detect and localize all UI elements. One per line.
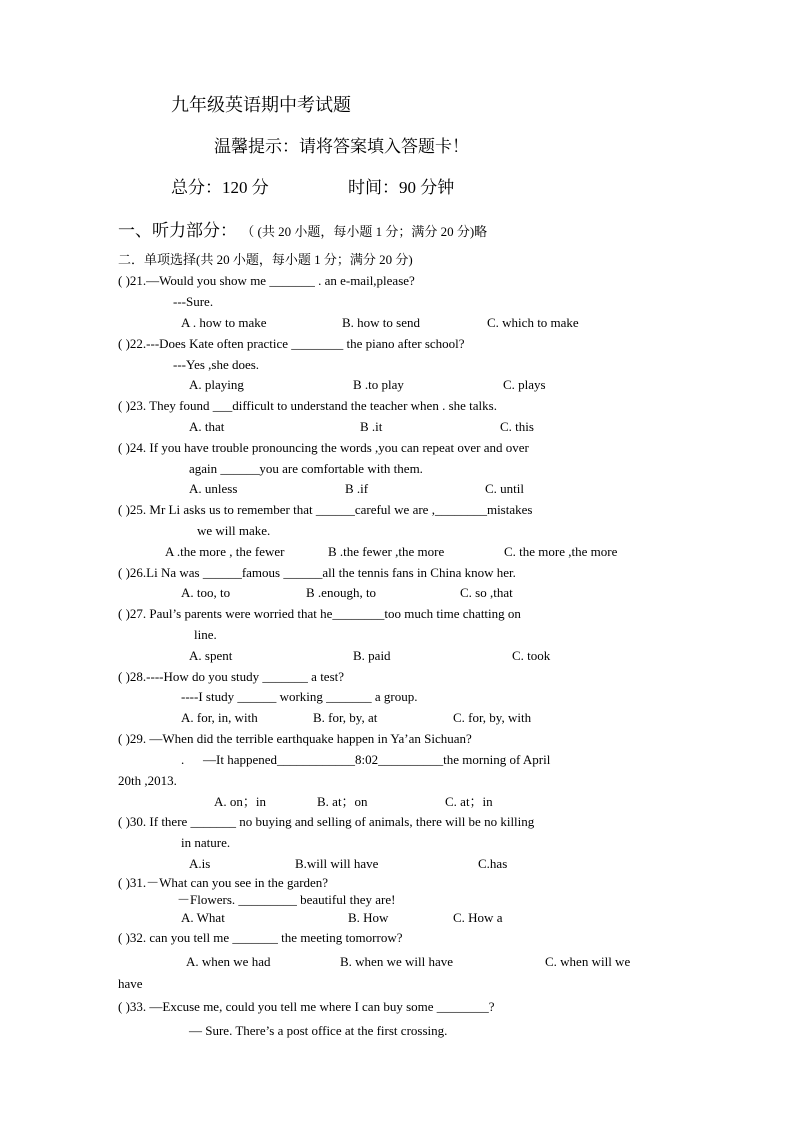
section-listening-note: （ (共 20 小题，每小题 1 分；满分 20 分)略 [241,224,488,239]
question-33: ( )33. —Excuse me, could you tell me where I can buy some ________? [118,999,495,1014]
question-24-option-c: C. until [485,481,525,496]
question-29-option-c: C. at；in [445,794,493,809]
question-31-reply: －Flowers. _________ beautiful they are! [177,892,396,907]
question-29-reply: —It happened____________8:02__________the morning of April [203,752,551,767]
total-score: 总分：120 分 [171,178,269,197]
question-32-option-b: B. when we will have [340,954,454,969]
question-26: ( )26.Li Na was ______famous ______all the tennis fans in China know her. [118,565,516,580]
question-28-option-c: C. for, by, with [453,710,532,725]
question-32-cont: have [118,976,143,991]
question-22-option-c: C. plays [503,377,546,392]
exam-time: 时间：90 分钟 [348,178,455,197]
question-25-option-c: C. the more ,the more [504,544,618,559]
question-25-option-b: B .the fewer ,the more [328,544,445,559]
question-30: ( )30. If there _______ no buying and selling of animals, there will be no killing [118,814,535,829]
question-26-option-b: B .enough, to [306,585,377,600]
question-28: ( )28.----How do you study _______ a test? [118,669,345,684]
question-30-option-b: B.will will have [295,856,379,871]
question-26-option-a: A. too, to [181,585,231,600]
question-31-option-a: A. What [181,910,225,925]
question-31-option-c: C. How a [453,910,503,925]
question-27: ( )27. Paul’s parents were worried that he________too much time chatting on [118,606,521,621]
question-21-reply: ---Sure. [173,294,214,309]
section-listening [118,220,487,243]
question-23-option-c: C. this [500,419,534,434]
question-30-option-c: C.has [478,856,508,871]
question-22: ( )22.---Does Kate often practice ________ the piano after school? [118,336,465,351]
section-listening-label: 一、听力部分： [118,221,237,240]
question-25-option-a: A .the more , the fewer [165,544,285,559]
question-23-option-a: A. that [189,419,225,434]
question-22-option-a: A. playing [189,377,244,392]
question-32-option-c: C. when will we [545,954,631,969]
section-single-choice: 二．单项选择(共 20 小题，每小题 1 分；满分 20 分) [118,252,413,267]
question-24: ( )24. If you have trouble pronouncing the words ,you can repeat over and over [118,440,529,455]
question-22-reply: ---Yes ,she does. [173,357,260,372]
question-28-option-b: B. for, by, at [313,710,378,725]
question-27-option-a: A. spent [189,648,233,663]
question-31-option-b: B. How [348,910,389,925]
question-28-option-a: A. for, in, with [181,710,258,725]
question-23-option-b: B .it [360,419,383,434]
question-29-cont: 20th ,2013. [118,773,177,788]
question-27-option-b: B. paid [353,648,391,663]
question-21: ( )21.—Would you show me _______ . an e-mail,please? [118,273,415,288]
question-30-cont: in nature. [181,835,231,850]
question-33-reply: — Sure. There’s a post office at the first crossing. [189,1023,448,1038]
question-24-cont: again ______you are comfortable with them. [189,461,423,476]
question-21-option-b: B. how to send [342,315,420,330]
question-26-option-c: C. so ,that [460,585,513,600]
question-25-cont: we will make. [197,523,271,538]
question-29-option-b: B. at；on [317,794,368,809]
question-29-option-a: A. on；in [214,794,267,809]
question-21-option-c: C. which to make [487,315,579,330]
question-30-option-a: A.is [189,856,211,871]
question-24-option-a: A. unless [189,481,238,496]
question-29: ( )29. —When did the terrible earthquake happen in Ya’an Sichuan? [118,731,472,746]
question-27-cont: line. [194,627,217,642]
answer-sheet-tip: 温馨提示：请将答案填入答题卡！ [214,137,469,156]
question-22-option-b: B .to play [353,377,404,392]
question-27-option-c: C. took [512,648,551,663]
question-31: ( )31.－What can you see in the garden? [118,875,329,890]
question-23: ( )23. They found ___difficult to understand the teacher when . she talks. [118,398,497,413]
question-32-option-a: A. when we had [186,954,271,969]
exam-title: 九年级英语期中考试题 [171,95,351,115]
question-28-reply: ----I study ______ working _______ a group. [181,689,418,704]
question-29-dot: . [181,752,185,767]
question-24-option-b: B .if [345,481,369,496]
question-21-option-a: A . how to make [181,315,267,330]
question-25: ( )25. Mr Li asks us to remember that ______careful we are ,________mistakes [118,502,533,517]
question-32: ( )32. can you tell me _______ the meeting tomorrow? [118,930,403,945]
